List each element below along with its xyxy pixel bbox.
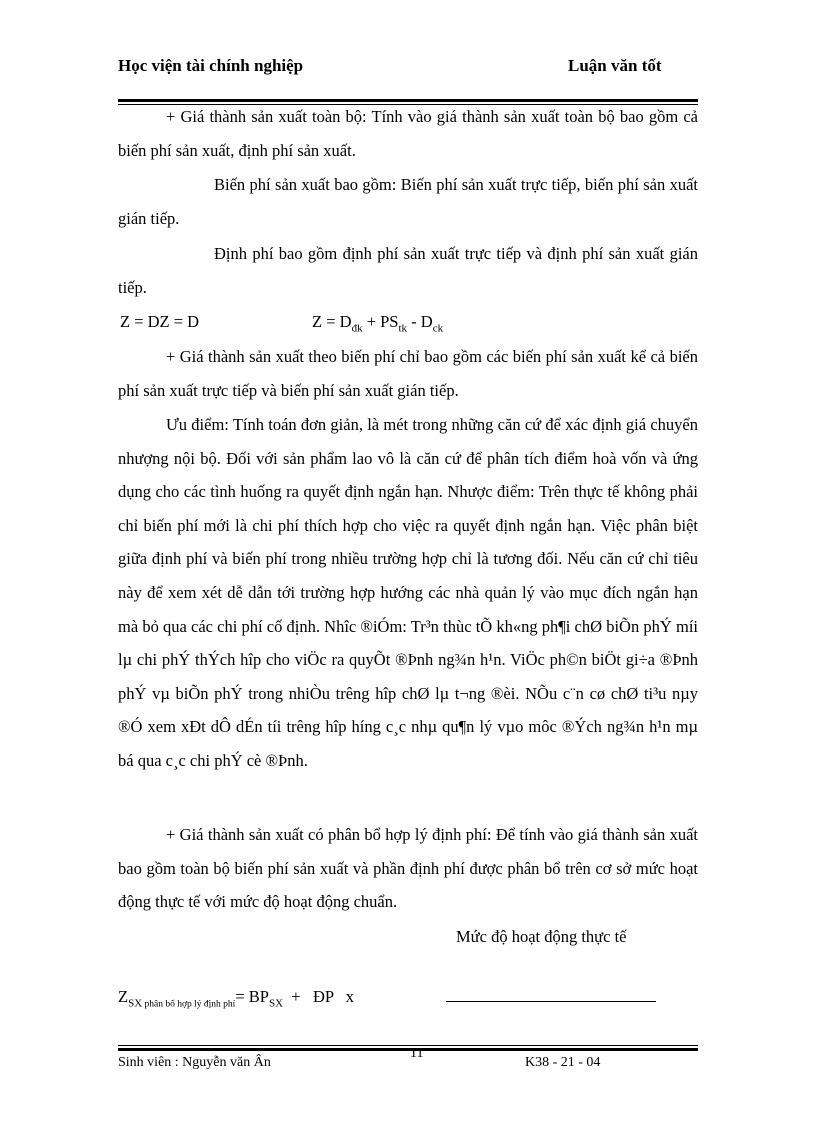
footer-student: Sinh viên : Nguyễn văn Ân: [118, 1055, 271, 1070]
page-number: 11: [410, 1046, 424, 1061]
header-thesis-title: Luận văn tốt: [568, 56, 662, 75]
footer-class-code: K38 - 21 - 04: [525, 1055, 601, 1070]
paragraph-fixed-cost: Định phí bao gồm định phí sản xuất trực tiếp và định phí sản xuất gián tiếp.: [118, 244, 698, 297]
paragraph-variable-cost: Biến phí sản xuất bao gồm: Biến phí sản xuất trực tiếp, biến phí sản xuất gián tiếp.: [118, 175, 698, 228]
formula-right: $Z = D_{đk} + PS_{tk} - D_{ck}$: [312, 312, 444, 335]
paragraph-advantages: Ưu điểm: Tính toán đơn giản, là mét trong những căn cứ để xác định giá chuyển nhượng nội bộ. Đối với sản phẩm lao vô là căn cứ để phân tích điểm hoà vốn và ứng dụng cho các tình huống ra quyết định ngắn hạn. Nhược điểm: Trên thực tế không phải chỉ biến phí mới là chi phí thích hợp cho việc ra quyết định ngắn hạn. Việc phân biệt giữa định phí và biến phí trong nhiều trường hợp chỉ là tương đối. Nếu căn cứ chỉ tiêu này để xem xét dễ dẫn tới trường hợp hướng các nhà quản lý vào mục đích ngắn hạn mà bỏ qua các chi phí cố định. Nhîc ®iÓm: Tr³n thùc tÕ kh«ng ph¶i chØ biÕn phÝ míi lµ chi phÝ thÝch hîp cho viÖc ra quyÕt ®Þnh ng¾n h¹n. ViÖc ph©n biÖt gi÷a ®Þnh phÝ vµ biÕn phÝ trong nhiÒu trêng hîp chØ lµ t¬ng ®èi. NÕu c¨n cø chØ ti³u nµy ®Ó xem xÐt dÔ dÉn tíi trêng hîp híng c¸c nhµ qu¶n lý vµo môc ®Ých ng¾n h¹n mµ bá qua c¸c chi phÝ cè ®Þnh.: [118, 415, 698, 770]
cost-formula: [120, 312, 700, 342]
allocation-formula: $Z_{SX}$ $_{phân bổ hợp lý định phí}= BP_{SX}$ + ĐP x: [118, 987, 355, 1010]
footer-rule: [118, 1045, 698, 1051]
ratio-numerator: Mức độ hoạt động thực tế: [456, 927, 627, 946]
paragraph-allocated-cost: + Giá thành sản xuất có phân bổ hợp lý định phí: Để tính vào giá thành sản xuất bao gồm toàn bộ biến phí sản xuất và phần định phí được phân bổ trên cơ sở mức hoạt động thực tế với mức độ hoạt động chuẩn.: [118, 825, 698, 912]
fraction-line: [446, 1001, 656, 1002]
header-institution: Học viện tài chính nghiệp: [118, 56, 304, 75]
formula-left: Z = DZ = D: [120, 312, 200, 331]
paragraph-full-cost: + Giá thành sản xuất toàn bộ: Tính vào giá thành sản xuất toàn bộ bao gồm cả biến phí sản xuất, định phí sản xuất.: [118, 107, 698, 160]
paragraph-variable-costing: + Giá thành sản xuất theo biến phí chỉ bao gồm các biến phí sản xuất kể cả biến phí sản xuất trực tiếp và biến phí sản xuất gián tiếp.: [118, 347, 698, 400]
